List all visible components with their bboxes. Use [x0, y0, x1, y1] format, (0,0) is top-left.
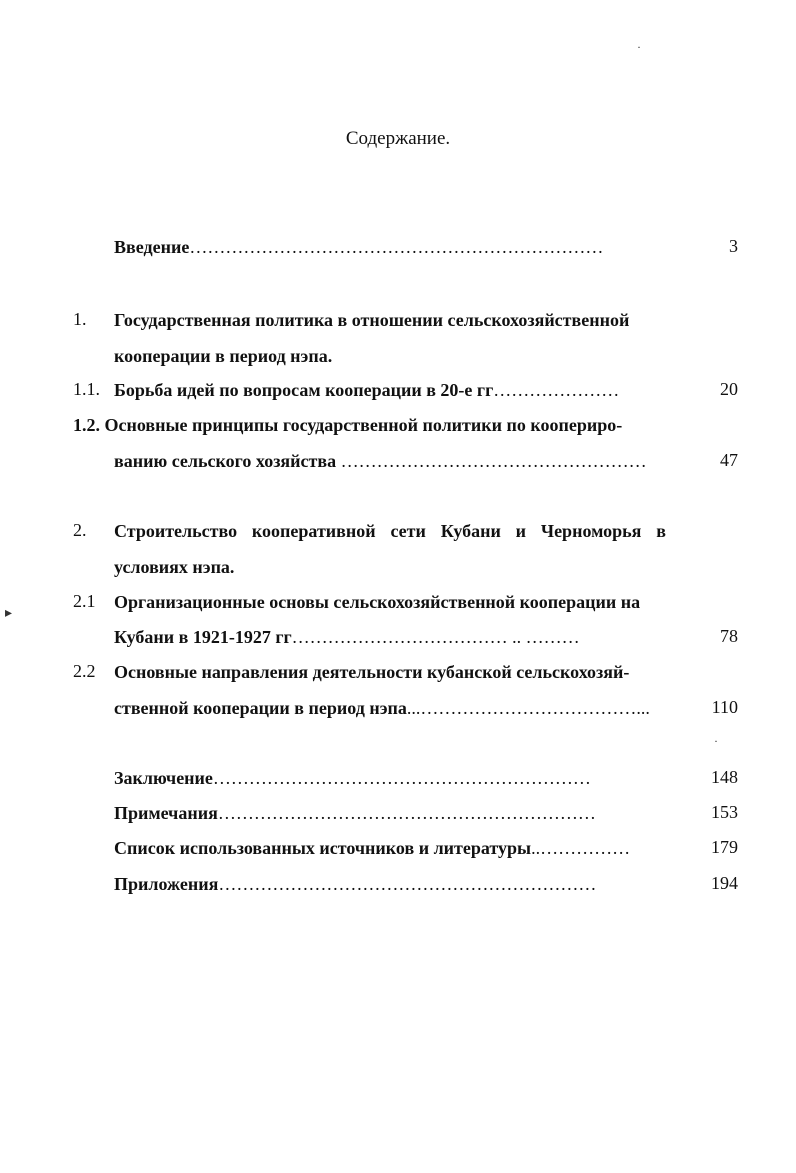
scan-artifact-mark: ▸ — [5, 606, 13, 621]
toc-page-conclusion: 148 — [711, 767, 738, 787]
toc-label: Заключение — [114, 768, 213, 788]
toc-dots: …………………………………………………………… — [189, 237, 604, 257]
toc-label: Кубани в 1921-1927 гг — [114, 627, 292, 647]
toc-entry-1-1[interactable] — [114, 379, 619, 401]
chapter-number: 2. — [73, 520, 87, 540]
toc-dots: ……………………………………………………… — [217, 803, 596, 823]
toc-entry-appendices[interactable] — [114, 873, 596, 895]
word: Кубани — [440, 521, 501, 541]
toc-dots: ...………………………………... — [406, 698, 650, 718]
section-number: 1.1. — [73, 379, 100, 399]
page-title: Содержание. — [345, 128, 451, 149]
chapter-1-title-line-1[interactable]: Государственная политика в отношении сельскохозяйственной — [114, 310, 630, 330]
toc-page-2-2: 110 — [711, 697, 738, 717]
toc-dots: ……………………………………………………… — [218, 874, 597, 894]
toc-entry-conclusion[interactable] — [114, 767, 591, 789]
word: и — [515, 521, 527, 541]
chapter-2-title-line-2[interactable]: условиях нэпа. — [114, 557, 235, 577]
toc-label: Борьба идей по вопросам кооперации в 20-е гг — [114, 380, 494, 400]
toc-page-notes: 153 — [711, 802, 738, 822]
toc-entry-sources[interactable] — [114, 837, 630, 859]
toc-label: Введение — [114, 237, 190, 257]
toc-entry-1-2-line-2[interactable] — [114, 450, 647, 472]
chapter-2-title-line-1[interactable] — [114, 520, 666, 542]
chapter-1-title-line-2[interactable]: кооперации в период нэпа. — [114, 346, 333, 366]
word: сети — [390, 521, 426, 541]
word: в — [656, 521, 666, 541]
toc-entry-2-1-line-1[interactable]: Организационные основы сельскохозяйственной кооперации на — [114, 592, 641, 612]
word: Строительство — [114, 521, 238, 541]
toc-page-sources: 179 — [711, 837, 738, 857]
toc-entry-2-1-line-2[interactable] — [114, 626, 580, 648]
scan-artifact-dot: · — [714, 734, 718, 748]
toc-entry-intro[interactable] — [114, 236, 603, 258]
word: Черноморья — [540, 521, 642, 541]
toc-page-1-2: 47 — [720, 450, 738, 470]
toc-entry-2-2-line-1[interactable]: Основные направления деятельности кубанской сельскохозяй- — [114, 662, 630, 682]
toc-entry-notes[interactable] — [114, 802, 596, 824]
toc-page-appendices: 194 — [711, 873, 738, 893]
toc-dots: …………………………………………… — [336, 451, 647, 471]
toc-page-intro: 3 — [729, 236, 738, 256]
scan-artifact-dot: · — [637, 40, 641, 54]
toc-label: Приложения — [114, 874, 219, 894]
toc-dots: ……………………………… .. ……… — [291, 627, 580, 647]
section-number: 2.2 — [73, 661, 96, 681]
toc-label: Список использованных источников и литературы — [114, 838, 532, 858]
section-number: 2.1 — [73, 591, 96, 611]
toc-entry-2-2-line-2[interactable] — [114, 697, 650, 719]
toc-dots: ……………………………………………………… — [212, 768, 591, 788]
word: кооперативной — [251, 521, 376, 541]
toc-label: Примечания — [114, 803, 218, 823]
toc-page-1-1: 20 — [720, 379, 738, 399]
toc-dots: ..…………… — [531, 838, 631, 858]
toc-entry-1-2-line-1[interactable]: 1.2. Основные принципы государственной политики по коопериро- — [73, 415, 623, 435]
toc-page-2-1: 78 — [720, 626, 738, 646]
toc-label: ственной кооперации в период нэпа — [114, 698, 407, 718]
toc-label: ванию сельского хозяйства — [114, 451, 337, 471]
toc-dots: ………………… — [493, 380, 620, 400]
chapter-number: 1. — [73, 309, 87, 329]
